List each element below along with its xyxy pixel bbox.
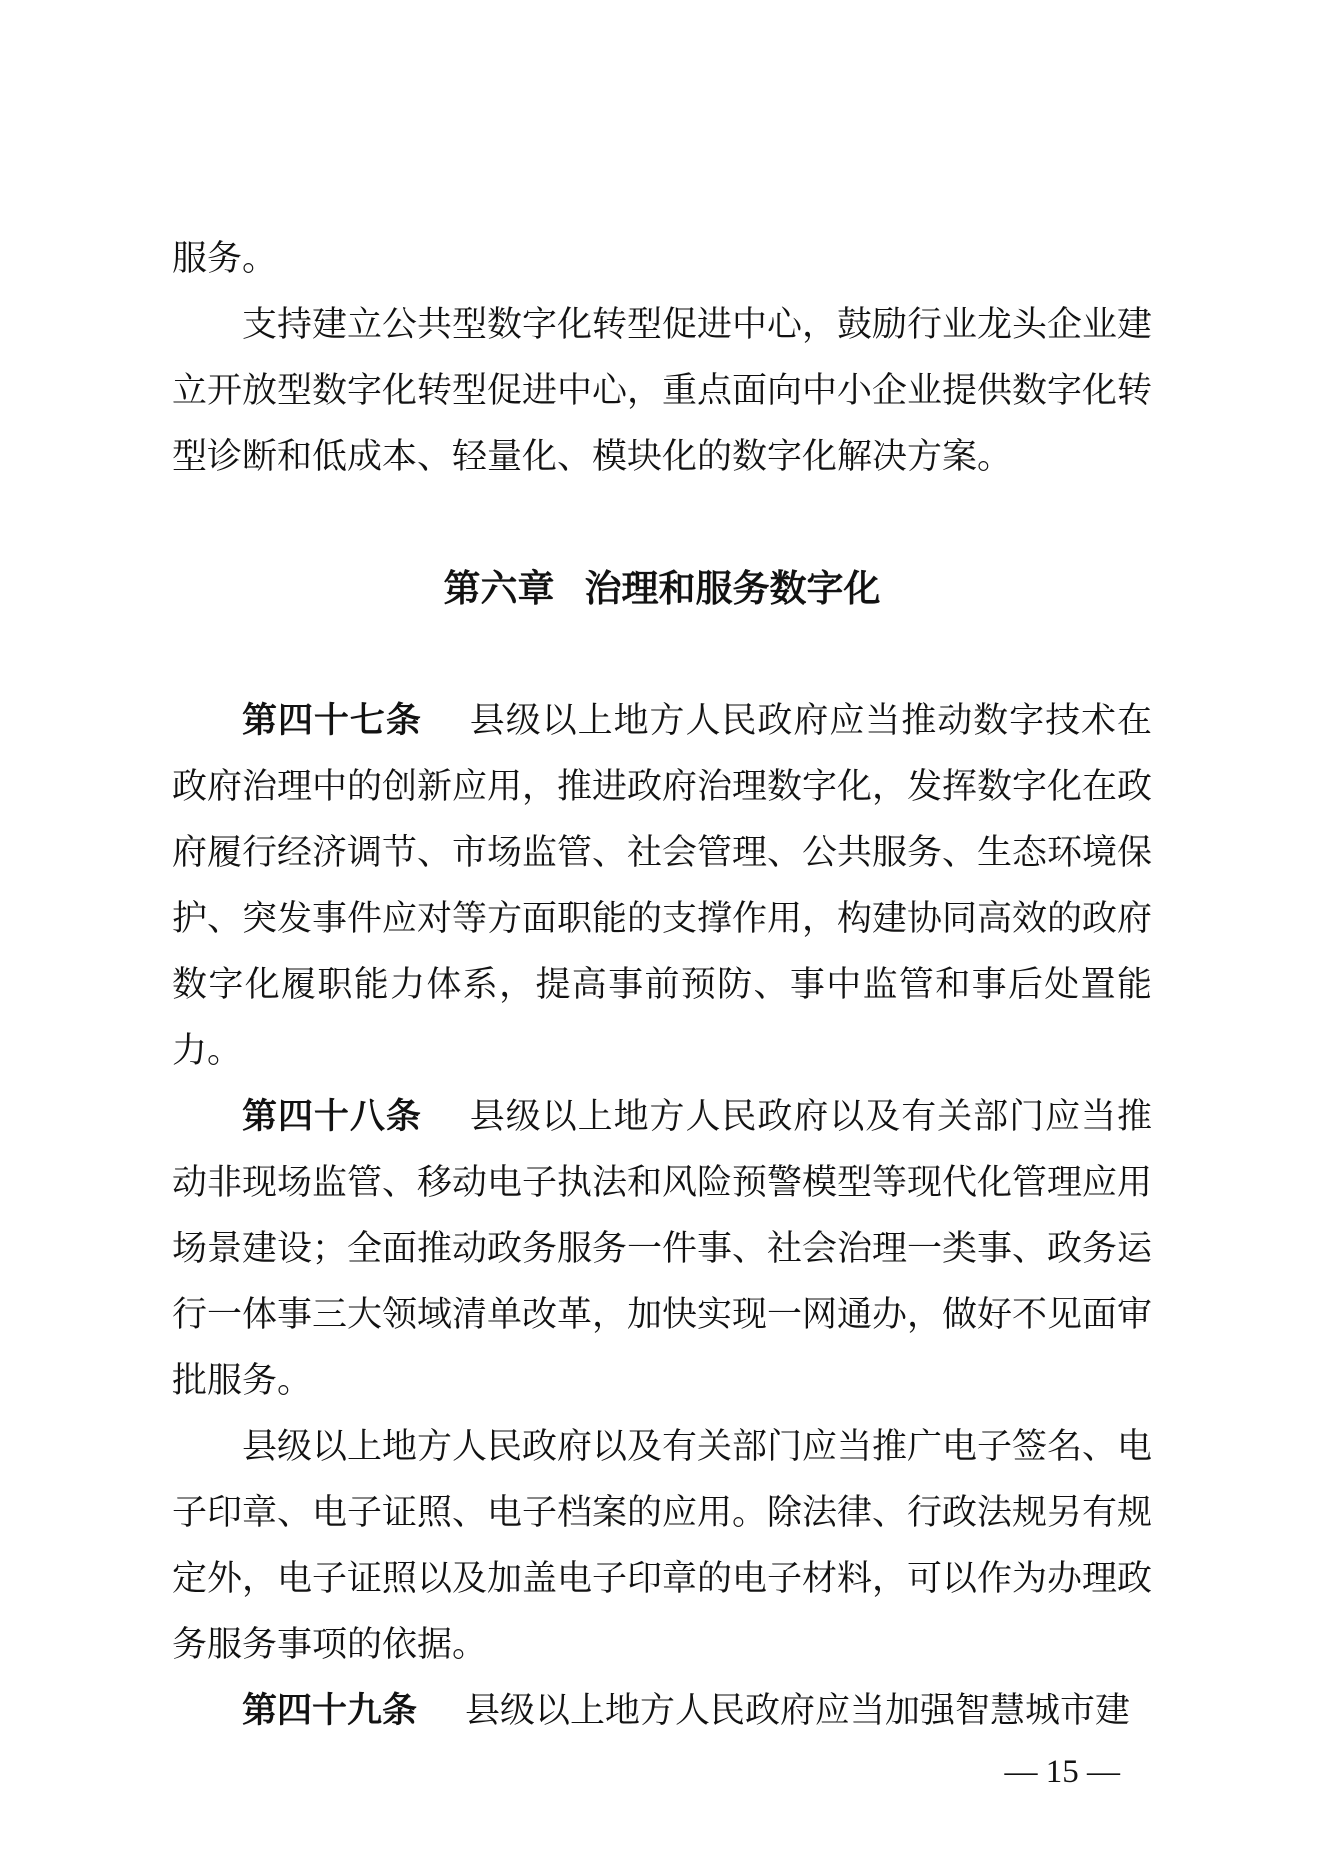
paragraph-e-signature	[172, 1414, 1152, 1678]
page-number: — 15 —	[1004, 1754, 1120, 1790]
chapter-number: 第六章	[443, 568, 555, 609]
paragraph-text: 县级以上地方人民政府以及有关部门应当推动非现场监管、移动电子执法和风险预警模型等现代化管理应用场景建设；全面推动政务服务一件事、社会治理一类事、政务运行一体事三大领域清单改革，加快实现一网通办，做好不见面审批服务。	[172, 1097, 1153, 1400]
paragraph-text: 县级以上地方人民政府应当加强智慧城市建	[465, 1691, 1131, 1730]
chapter-heading	[172, 556, 1152, 622]
article-47-number: 第四十七条	[242, 701, 422, 740]
paragraph-text: 县级以上地方人民政府应当推动数字技术在政府治理中的创新应用，推进政府治理数字化，发挥数字化在政府履行经济调节、市场监管、社会管理、公共服务、生态环境保护、突发事件应对等方面职能的支撑作用，构建协同高效的政府数字化履职能力体系，提高事前预防、事中监管和事后处置能力。	[172, 701, 1153, 1070]
article-48-number: 第四十八条	[242, 1097, 422, 1136]
chapter-title: 治理和服务数字化	[584, 568, 881, 609]
article-47-paragraph	[172, 688, 1152, 1084]
paragraph-text: 支持建立公共型数字化转型促进中心，鼓励行业龙头企业建立开放型数字化转型促进中心，重点面向中小企业提供数字化转型诊断和低成本、轻量化、模块化的数字化解决方案。	[172, 305, 1153, 476]
paragraph-transformation-centers	[172, 292, 1152, 490]
paragraph-text: 服务。	[172, 239, 278, 278]
article-49-paragraph	[172, 1678, 1152, 1744]
paragraph-continuation	[172, 226, 1152, 292]
paragraph-text: 县级以上地方人民政府以及有关部门应当推广电子签名、电子印章、电子证照、电子档案的应用。除法律、行政法规另有规定外，电子证照以及加盖电子印章的电子材料，可以作为办理政务服务事项的依据。	[172, 1427, 1153, 1664]
article-48-paragraph	[172, 1084, 1152, 1414]
article-49-number: 第四十九条	[242, 1691, 418, 1730]
